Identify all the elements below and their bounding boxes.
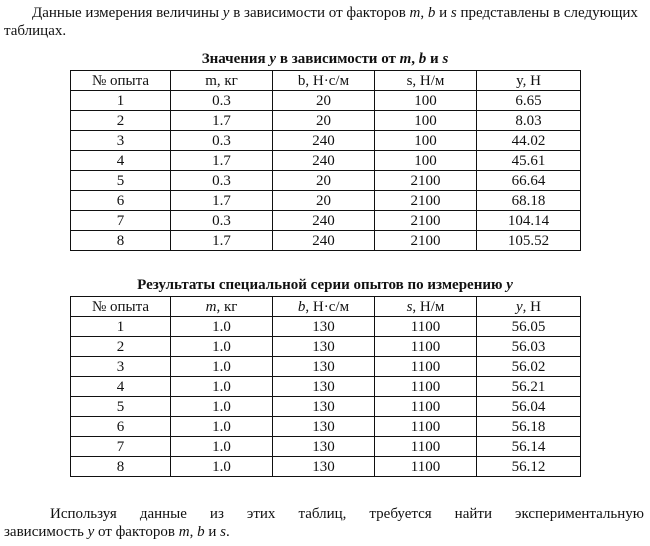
table1-cell: 2100	[375, 231, 477, 251]
table2-cell: 1.0	[171, 337, 273, 357]
table2-cell: 130	[273, 437, 375, 457]
table1-cell: 2100	[375, 191, 477, 211]
table2-cell: 56.21	[477, 377, 581, 397]
table2-header-cell: m, кг	[171, 297, 273, 317]
table1-cell: 105.52	[477, 231, 581, 251]
table1-cell: 68.18	[477, 191, 581, 211]
table1-cell: 0.3	[171, 131, 273, 151]
table2-cell: 1100	[375, 397, 477, 417]
table1-values	[70, 70, 581, 251]
table1-cell: 104.14	[477, 211, 581, 231]
table2-cell: 2	[71, 337, 171, 357]
table2-cell: 1.0	[171, 317, 273, 337]
table2-row	[71, 357, 581, 377]
table1-cell: 1.7	[171, 231, 273, 251]
table1-header-cell: № опыта	[71, 71, 171, 91]
table2-cell: 1.0	[171, 397, 273, 417]
table1-cell: 4	[71, 151, 171, 171]
table1-header-cell: s, Н/м	[375, 71, 477, 91]
table2-header-cell: b, Н·с/м	[273, 297, 375, 317]
table2-cell: 1	[71, 317, 171, 337]
table2-cell: 4	[71, 377, 171, 397]
table2-caption: Результаты специальной серии опытов по измерению y	[137, 277, 513, 293]
table2-cell: 56.12	[477, 457, 581, 477]
table1-row	[71, 91, 581, 111]
table1-row	[71, 111, 581, 131]
table1-cell: 1.7	[171, 151, 273, 171]
table1-cell: 20	[273, 91, 375, 111]
intro-paragraph: Данные измерения величины y в зависимости от факторов m, b и s представлены в следующих таблицах.	[4, 5, 638, 39]
table1-cell: 66.64	[477, 171, 581, 191]
table2-cell: 7	[71, 437, 171, 457]
table2-cell: 1100	[375, 337, 477, 357]
table2-cell: 1.0	[171, 377, 273, 397]
table2-cell: 130	[273, 377, 375, 397]
table1-row	[71, 211, 581, 231]
table1-cell: 240	[273, 211, 375, 231]
table2-header-row	[71, 297, 581, 317]
table2-special-series	[70, 296, 581, 477]
table1-cell: 240	[273, 231, 375, 251]
table2-row	[71, 397, 581, 417]
table1-cell: 6.65	[477, 91, 581, 111]
table1-cell: 100	[375, 131, 477, 151]
table2-cell: 130	[273, 457, 375, 477]
table2-cell: 1100	[375, 437, 477, 457]
table2-cell: 56.18	[477, 417, 581, 437]
table2-row	[71, 337, 581, 357]
table1-row	[71, 171, 581, 191]
table2-cell: 1.0	[171, 357, 273, 377]
table1-cell: 44.02	[477, 131, 581, 151]
table1-cell: 1.7	[171, 191, 273, 211]
table2-cell: 1100	[375, 417, 477, 437]
table1-cell: 20	[273, 191, 375, 211]
table2-cell: 56.03	[477, 337, 581, 357]
table2-cell: 6	[71, 417, 171, 437]
table2-cell: 56.04	[477, 397, 581, 417]
table1-cell: 100	[375, 91, 477, 111]
table1-row	[71, 191, 581, 211]
table1-row	[71, 131, 581, 151]
table1-cell: 2100	[375, 171, 477, 191]
table2-cell: 1.0	[171, 417, 273, 437]
table1-cell: 100	[375, 151, 477, 171]
table1-cell: 100	[375, 111, 477, 131]
table1-cell: 240	[273, 151, 375, 171]
table2-cell: 5	[71, 397, 171, 417]
table1-cell: 3	[71, 131, 171, 151]
table1-cell: 20	[273, 171, 375, 191]
table1-caption: Значения y в зависимости от m, b и s	[201, 51, 449, 67]
table2-cell: 130	[273, 317, 375, 337]
table1-cell: 7	[71, 211, 171, 231]
table1-cell: 0.3	[171, 91, 273, 111]
table1-cell: 6	[71, 191, 171, 211]
table1-cell: 240	[273, 131, 375, 151]
table1-row	[71, 151, 581, 171]
table1-header-row	[71, 71, 581, 91]
table2-cell: 1100	[375, 357, 477, 377]
table2-cell: 130	[273, 417, 375, 437]
table2-row	[71, 377, 581, 397]
table2-row	[71, 417, 581, 437]
table1-cell: 1	[71, 91, 171, 111]
table2-row	[71, 437, 581, 457]
table2-cell: 56.02	[477, 357, 581, 377]
table2-row	[71, 457, 581, 477]
table2-header-cell: s, Н/м	[375, 297, 477, 317]
table1-cell: 1.7	[171, 111, 273, 131]
table2-cell: 1.0	[171, 437, 273, 457]
outro-paragraph: Используя данные из этих таблиц, требуется найти экспериментальную зависимость y от факторов m, b и s.	[4, 506, 644, 540]
table2-cell: 1.0	[171, 457, 273, 477]
table2-cell: 8	[71, 457, 171, 477]
table2-cell: 56.14	[477, 437, 581, 457]
table2-cell: 130	[273, 337, 375, 357]
table2-cell: 1100	[375, 457, 477, 477]
table2-cell: 3	[71, 357, 171, 377]
table2-cell: 56.05	[477, 317, 581, 337]
table2-header-cell: № опыта	[71, 297, 171, 317]
table1-cell: 8.03	[477, 111, 581, 131]
table2-cell: 1100	[375, 317, 477, 337]
table1-cell: 2	[71, 111, 171, 131]
table2-cell: 1100	[375, 377, 477, 397]
table2-cell: 130	[273, 357, 375, 377]
table1-header-cell: m, кг	[171, 71, 273, 91]
table2-cell: 130	[273, 397, 375, 417]
table1-header-cell: y, Н	[477, 71, 581, 91]
table1-cell: 0.3	[171, 171, 273, 191]
table1-cell: 20	[273, 111, 375, 131]
table1-cell: 8	[71, 231, 171, 251]
table1-cell: 45.61	[477, 151, 581, 171]
table1-header-cell: b, Н·с/м	[273, 71, 375, 91]
table2-header-cell: y, Н	[477, 297, 581, 317]
table1-cell: 2100	[375, 211, 477, 231]
table1-row	[71, 231, 581, 251]
table1-cell: 5	[71, 171, 171, 191]
table1-cell: 0.3	[171, 211, 273, 231]
table2-row	[71, 317, 581, 337]
